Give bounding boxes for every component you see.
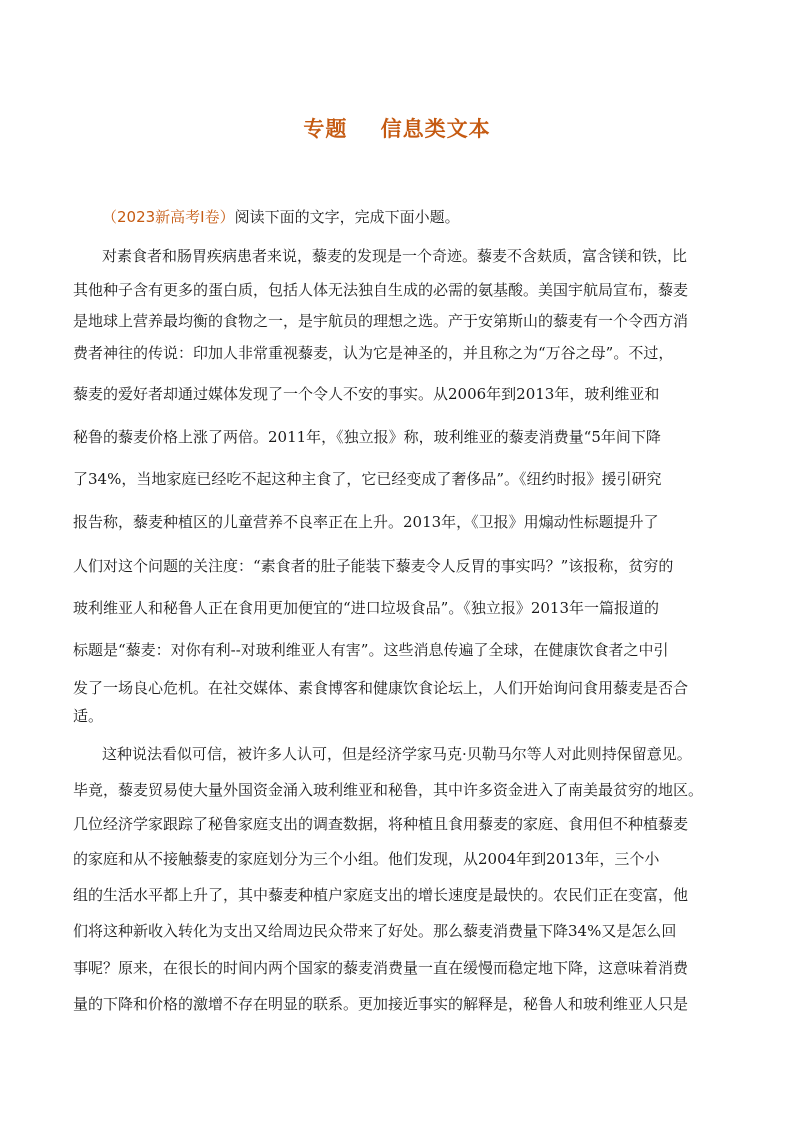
page-title: 专题 信息类文本	[303, 117, 491, 141]
text-line: 其他种子含有更多的蛋白质，包括人体无法独自生成的必需的氨基酸。美国宇航局宣布，藜麦	[73, 281, 689, 299]
text-line: 这种说法看似可信，被许多人认可，但是经济学家马克·贝勒马尔等人对此则持保留意见。	[102, 745, 692, 763]
text-line: 几位经济学家跟踪了秘鲁家庭支出的调查数据，将种植且食用藜麦的家庭、食用但不种植藜麦	[73, 815, 689, 833]
text-line: 们将这种新收入转化为支出又给周边民众带来了好处。那么藜麦消费量下降34%又是怎么回	[73, 922, 677, 940]
text-line: 秘鲁的藜麦价格上涨了两倍。2011年，《独立报》称，玻利维亚的藜麦消费量“5年间下降	[73, 428, 661, 446]
text-line: 了34%，当地家庭已经吃不起这种主食了，它已经变成了奢侈品”。《纽约时报》援引研究	[73, 470, 662, 488]
question-source	[102, 206, 460, 227]
text-line: 发了一场良心危机。在社交媒体、素食博客和健康饮食论坛上，人们开始询问食用藜麦是否合	[73, 679, 689, 697]
text-line: 对素食者和肠胃疾病患者来说，藜麦的发现是一个奇迹。藜麦不含麸质，富含镁和铁，比	[102, 247, 688, 265]
text-line: 是地球上营养最均衡的食物之一，是宇航员的理想之选。产于安第斯山的藜麦有一个令西方消	[73, 312, 689, 330]
text-line: 标题是“藜麦：对你有利--对玻利维亚人有害”。这些消息传遍了全球，在健康饮食者之中引	[73, 641, 669, 659]
text-line: 玻利维亚人和秘鲁人正在食用更加便宜的“进口垃圾食品”。《独立报》2013年一篇报道的	[73, 599, 660, 617]
text-line: 组的生活水平都上升了，其中藜麦种植户家庭支出的增长速度是最快的。农民们正在变富，他	[73, 886, 689, 904]
text-line: 费者神往的传说：印加人非常重视藜麦，认为它是神圣的，并且称之为“万谷之母”。不过，	[73, 344, 674, 362]
text-line: 毕竟，藜麦贸易使大量外国资金涌入玻利维亚和秘鲁，其中许多资金进入了南美最贫穷的地区。	[73, 781, 704, 799]
exam-source-tag: （2023新高考Ⅰ卷）	[102, 208, 235, 226]
text-line: 藜麦的爱好者却通过媒体发现了一个令人不安的事实。从2006年到2013年，玻利维亚和	[73, 385, 660, 403]
text-line: 报告称，藜麦种植区的儿童营养不良率正在上升。2013年，《卫报》用煽动性标题提升了	[73, 513, 659, 531]
text-line: 量的下降和价格的激增不存在明显的联系。更加接近事实的解释是，秘鲁人和玻利维亚人只是	[73, 995, 689, 1013]
reading-instruction: 阅读下面的文字，完成下面小题。	[234, 208, 460, 226]
text-line: 的家庭和从不接触藜麦的家庭划分为三个小组。他们发现，从2004年到2013年，三个小	[73, 850, 660, 868]
text-line: 人们对这个问题的关注度：“素食者的肚子能装下藜麦令人反胃的事实吗？”该报称，贫穷的	[73, 557, 674, 575]
text-line: 适。	[73, 707, 104, 725]
text-line: 事呢？原来，在很长的时间内两个国家的藜麦消费量一直在缓慢而稳定地下降，这意味着消费	[73, 959, 689, 977]
